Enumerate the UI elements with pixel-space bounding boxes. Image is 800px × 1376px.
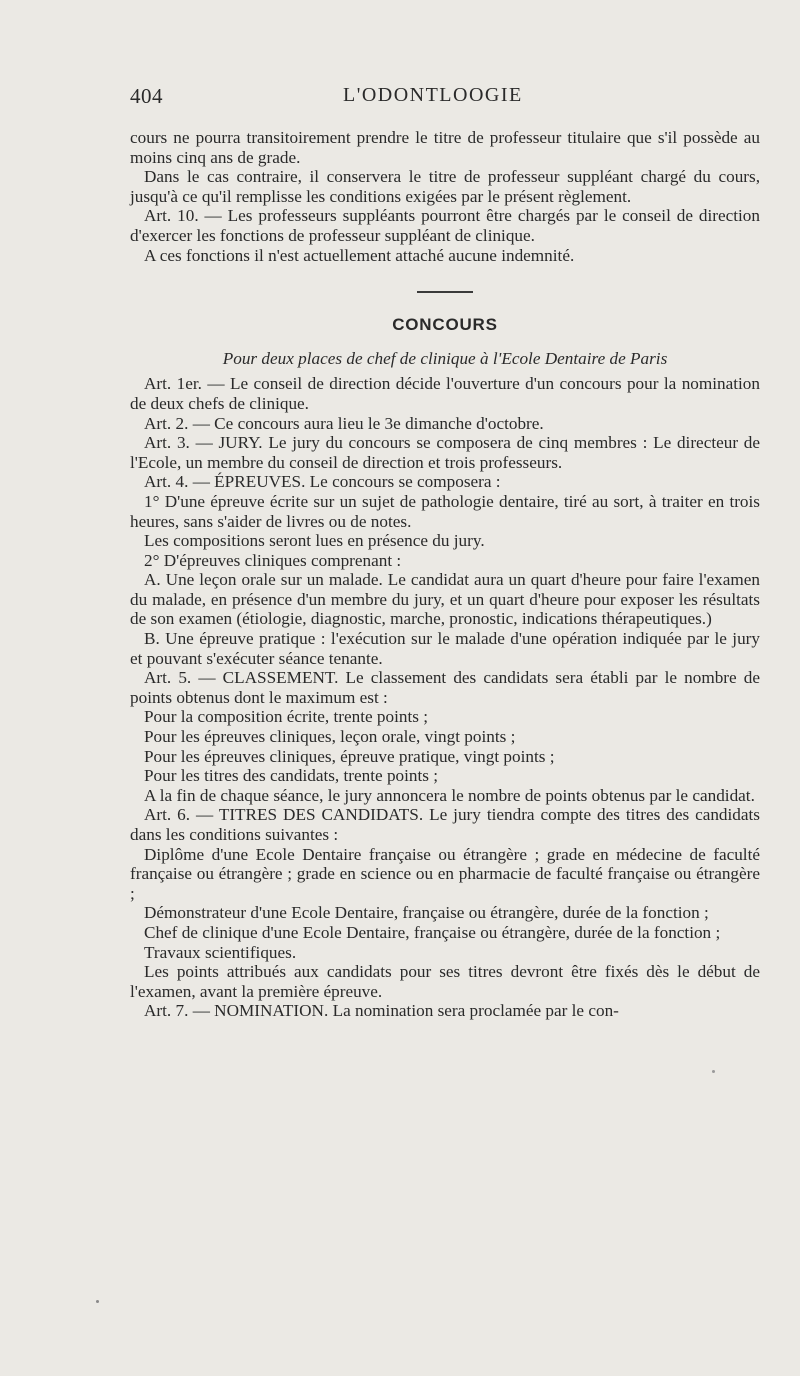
paragraph: A la fin de chaque séance, le jury annoncera le nombre de points obtenus par le candidat.: [144, 785, 755, 805]
paragraph: Art. 7. — NOMINATION. La nomination sera proclamée par le con-: [144, 1001, 619, 1021]
paragraph: Diplôme d'une Ecole Dentaire française ou étrangère ; grade en médecine de faculté française ou étrangère ; grade en science ou en pharmacie de faculté française ou étrangère ;: [130, 844, 760, 903]
paragraph: Démonstrateur d'une Ecole Dentaire, française ou étrangère, durée de la fonction ;: [144, 903, 709, 923]
paragraph: Art. 3. — JURY. Le jury du concours se composera de cinq membres : Le directeur de l'Ecole, un membre du conseil de direction et trois professeurs.: [130, 433, 760, 472]
section-divider: [417, 291, 473, 293]
paragraph: Pour les épreuves cliniques, leçon orale, vingt points ;: [144, 727, 516, 747]
top-paragraphs: [130, 128, 760, 265]
paragraph: cours ne pourra transitoirement prendre le titre de professeur titulaire que s'il possède au moins cinq ans de grade.: [130, 128, 760, 167]
paragraph: Travaux scientifiques.: [144, 942, 297, 962]
paragraph: B. Une épreuve pratique : l'exécution sur le malade d'une opération indiquée par le jury et pouvant s'exécuter séance tenante.: [130, 629, 760, 668]
paragraph: Art. 4. — ÉPREUVES. Le concours se composera :: [144, 472, 501, 492]
paragraph: Art. 2. — Ce concours aura lieu le 3e dimanche d'octobre.: [144, 413, 544, 433]
paragraph: Art. 10. — Les professeurs suppléants pourront être chargés par le conseil de direction d'exercer les fonctions de professeur suppléant de clinique.: [130, 206, 760, 245]
paragraph: Les compositions seront lues en présence du jury.: [144, 531, 485, 551]
paragraph: Art. 1er. — Le conseil de direction décide l'ouverture d'un concours pour la nomination de deux chefs de clinique.: [130, 374, 760, 413]
paragraph: Pour les titres des candidats, trente points ;: [144, 766, 439, 786]
paragraph: A ces fonctions il n'est actuellement attaché aucune indemnité.: [144, 245, 575, 265]
paragraph: Pour les épreuves cliniques, épreuve pratique, vingt points ;: [144, 746, 555, 766]
main-paragraphs: [130, 374, 760, 1021]
paragraph: Pour la composition écrite, trente points ;: [144, 707, 429, 727]
paragraph: 1° D'une épreuve écrite sur un sujet de pathologie dentaire, tiré au sort, à traiter en trois heures, sans s'aider de livres ou de notes.: [130, 491, 760, 531]
paragraph: Les points attribués aux candidats pour ses titres devront être fixés dès le début de l'examen, avant la première épreuve.: [130, 962, 760, 1001]
paragraph: Art. 5. — CLASSEMENT. Le classement des candidats sera établi par le nombre de points obtenus dont le maximum est :: [130, 668, 760, 707]
paper-speck: [712, 1070, 715, 1073]
page-header: [130, 84, 770, 114]
section-subtitle: Pour deux places de chef de clinique à l'Ecole Dentaire de Paris: [222, 348, 668, 368]
paragraph: Chef de clinique d'une Ecole Dentaire, française ou étrangère, durée de la fonction ;: [144, 922, 721, 942]
paragraph: 2° D'épreuves cliniques comprenant :: [144, 550, 402, 570]
page-number: 404: [130, 84, 163, 108]
paper-speck: [96, 1300, 99, 1303]
section-title: CONCOURS: [392, 315, 498, 335]
running-head: L'ODONTLOOGIE: [343, 84, 523, 106]
paragraph: A. Une leçon orale sur un malade. Le candidat aura un quart d'heure pour faire l'examen du malade, en présence d'un membre du jury, et un quart d'heure pour exposer les résultats de son examen (étiologie, diagnostic, marche, pronostic, indications thérapeutiques.): [130, 570, 760, 629]
paragraph: Art. 6. — TITRES DES CANDIDATS. Le jury tiendra compte des titres des candidats dans les conditions suivantes :: [130, 805, 760, 844]
page-body: [130, 128, 760, 1021]
paragraph: Dans le cas contraire, il conservera le titre de professeur suppléant chargé du cours, jusqu'à ce qu'il remplisse les conditions exigées par le présent règlement.: [130, 167, 760, 206]
